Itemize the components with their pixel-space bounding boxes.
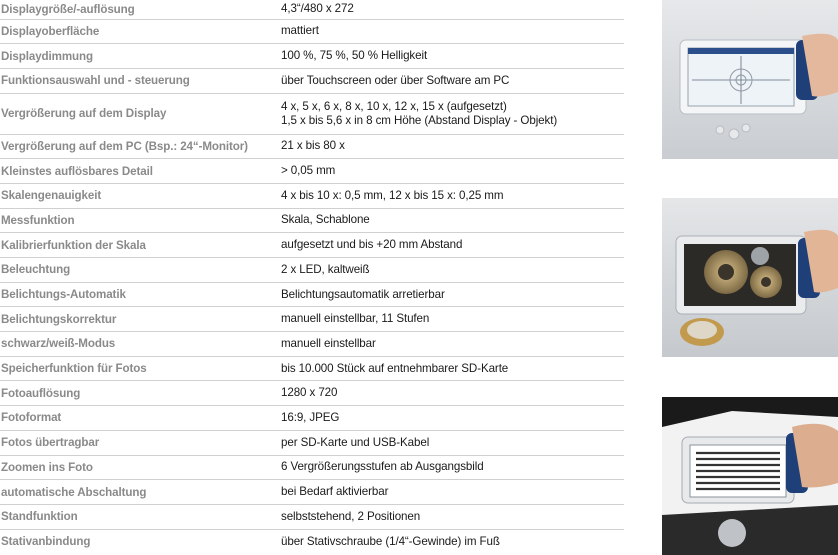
spec-row [0, 0, 624, 19]
spec-value [273, 183, 624, 208]
spec-row [0, 93, 624, 134]
spec-label: Fotos übertragbar [1, 436, 100, 450]
spec-label: Belichtungskorrektur [1, 312, 117, 326]
spec-value-line: selbststehend, 2 Positionen [281, 509, 421, 523]
spec-value [273, 0, 624, 19]
spec-value [273, 430, 624, 455]
spec-value-line: Belichtungsautomatik arretierbar [281, 287, 445, 301]
spec-label: schwarz/weiß-Modus [1, 337, 116, 351]
spec-row [0, 406, 624, 431]
spec-label: Funktionsauswahl und - steuerung [1, 74, 190, 88]
spec-value-line: über Stativschraube (1/4“-Gewinde) im Fuß [281, 534, 500, 548]
spec-label: Messfunktion [1, 213, 75, 227]
spec-row [0, 430, 624, 455]
spec-label: Skalengenauigkeit [1, 189, 102, 203]
spec-row [0, 233, 624, 258]
spec-value [273, 44, 624, 69]
spec-value [273, 307, 624, 332]
spec-row [0, 183, 624, 208]
spec-label: Belichtungs-Automatik [1, 288, 126, 302]
spec-label: Speicherfunktion für Fotos [1, 362, 147, 376]
spec-row [0, 68, 624, 93]
spec-value [273, 406, 624, 431]
spec-value-line: 4 x bis 10 x: 0,5 mm, 12 x bis 15 x: 0,25 mm [281, 188, 504, 202]
spec-value [273, 19, 624, 44]
spec-label: automatische Abschaltung [1, 485, 147, 499]
spec-value [273, 68, 624, 93]
spec-value-line: 4 x, 5 x, 6 x, 8 x, 10 x, 12 x, 15 x (aufgesetzt) [281, 99, 507, 113]
spec-value [273, 282, 624, 307]
spec-value [273, 480, 624, 505]
spec-row [0, 356, 624, 381]
spec-row [0, 332, 624, 357]
spec-value [273, 504, 624, 529]
spec-value [273, 159, 624, 184]
spec-label: Stativanbindung [1, 535, 91, 549]
spec-label: Kalibrierfunktion der Skala [1, 238, 146, 252]
spec-value [273, 381, 624, 406]
spec-value [273, 455, 624, 480]
spec-value-line: 21 x bis 80 x [281, 139, 345, 153]
spec-row [0, 44, 624, 69]
spec-value-line: 1280 x 720 [281, 386, 338, 400]
spec-value-line: aufgesetzt und bis +20 mm Abstand [281, 238, 463, 252]
spec-row [0, 529, 624, 554]
device-screen-grid-pattern-photo [662, 397, 838, 555]
spec-value-line: bei Bedarf aktivierbar [281, 485, 389, 499]
spec-value [273, 258, 624, 283]
device-screen-watch-gears-photo [662, 198, 838, 357]
spec-label: Fotoauflösung [1, 386, 81, 400]
spec-label: Kleinstes auflösbares Detail [1, 164, 153, 178]
spec-label: Displaydimmung [1, 49, 94, 63]
spec-value-line: 100 %, 75 %, 50 % Helligkeit [281, 49, 428, 63]
spec-value [273, 208, 624, 233]
spec-row [0, 282, 624, 307]
spec-value-line: per SD-Karte und USB-Kabel [281, 435, 430, 449]
spec-value-line: bis 10.000 Stück auf entnehmbarer SD-Karte [281, 361, 509, 375]
spec-label: Vergrößerung auf dem Display [1, 107, 167, 121]
spec-value-line: Skala, Schablone [281, 213, 370, 227]
spec-row [0, 159, 624, 184]
spec-row [0, 258, 624, 283]
spec-value [273, 93, 624, 134]
spec-label: Vergrößerung auf dem PC (Bsp.: 24“-Monitor) [1, 139, 248, 153]
spec-value-line: manuell einstellbar, 11 Stufen [281, 312, 430, 326]
spec-value-line: 4,3“/480 x 272 [281, 2, 354, 16]
spec-value [273, 134, 624, 159]
spec-label: Displayoberfläche [1, 24, 100, 38]
spec-row [0, 134, 624, 159]
spec-row [0, 208, 624, 233]
spec-row [0, 480, 624, 505]
spec-value-line: 1,5 x bis 5,6 x in 8 cm Höhe (Abstand Display - Objekt) [281, 113, 558, 127]
spec-value [273, 233, 624, 258]
spec-label: Standfunktion [1, 510, 78, 524]
device-screen-crosshair-photo [662, 0, 838, 159]
spec-row [0, 19, 624, 44]
spec-value-line: > 0,05 mm [281, 164, 336, 178]
spec-label: Displaygröße/-auflösung [1, 2, 135, 16]
spec-value-line: 16:9, JPEG [281, 410, 340, 424]
spec-value-line: 6 Vergrößerungsstufen ab Ausgangsbild [281, 460, 484, 474]
spec-row [0, 307, 624, 332]
spec-row [0, 504, 624, 529]
spec-value [273, 529, 624, 554]
spec-value-line: 2 x LED, kaltweiß [281, 262, 370, 276]
spec-row [0, 455, 624, 480]
spec-value-line: über Touchscreen oder über Software am PC [281, 73, 510, 87]
spec-value-line: mattiert [281, 24, 319, 38]
spec-value [273, 332, 624, 357]
spec-label: Beleuchtung [1, 263, 71, 277]
spec-label: Fotoformat [1, 411, 62, 425]
spec-row [0, 381, 624, 406]
spec-value [273, 356, 624, 381]
spec-value-line: manuell einstellbar [281, 336, 376, 350]
spec-label: Zoomen ins Foto [1, 460, 93, 474]
